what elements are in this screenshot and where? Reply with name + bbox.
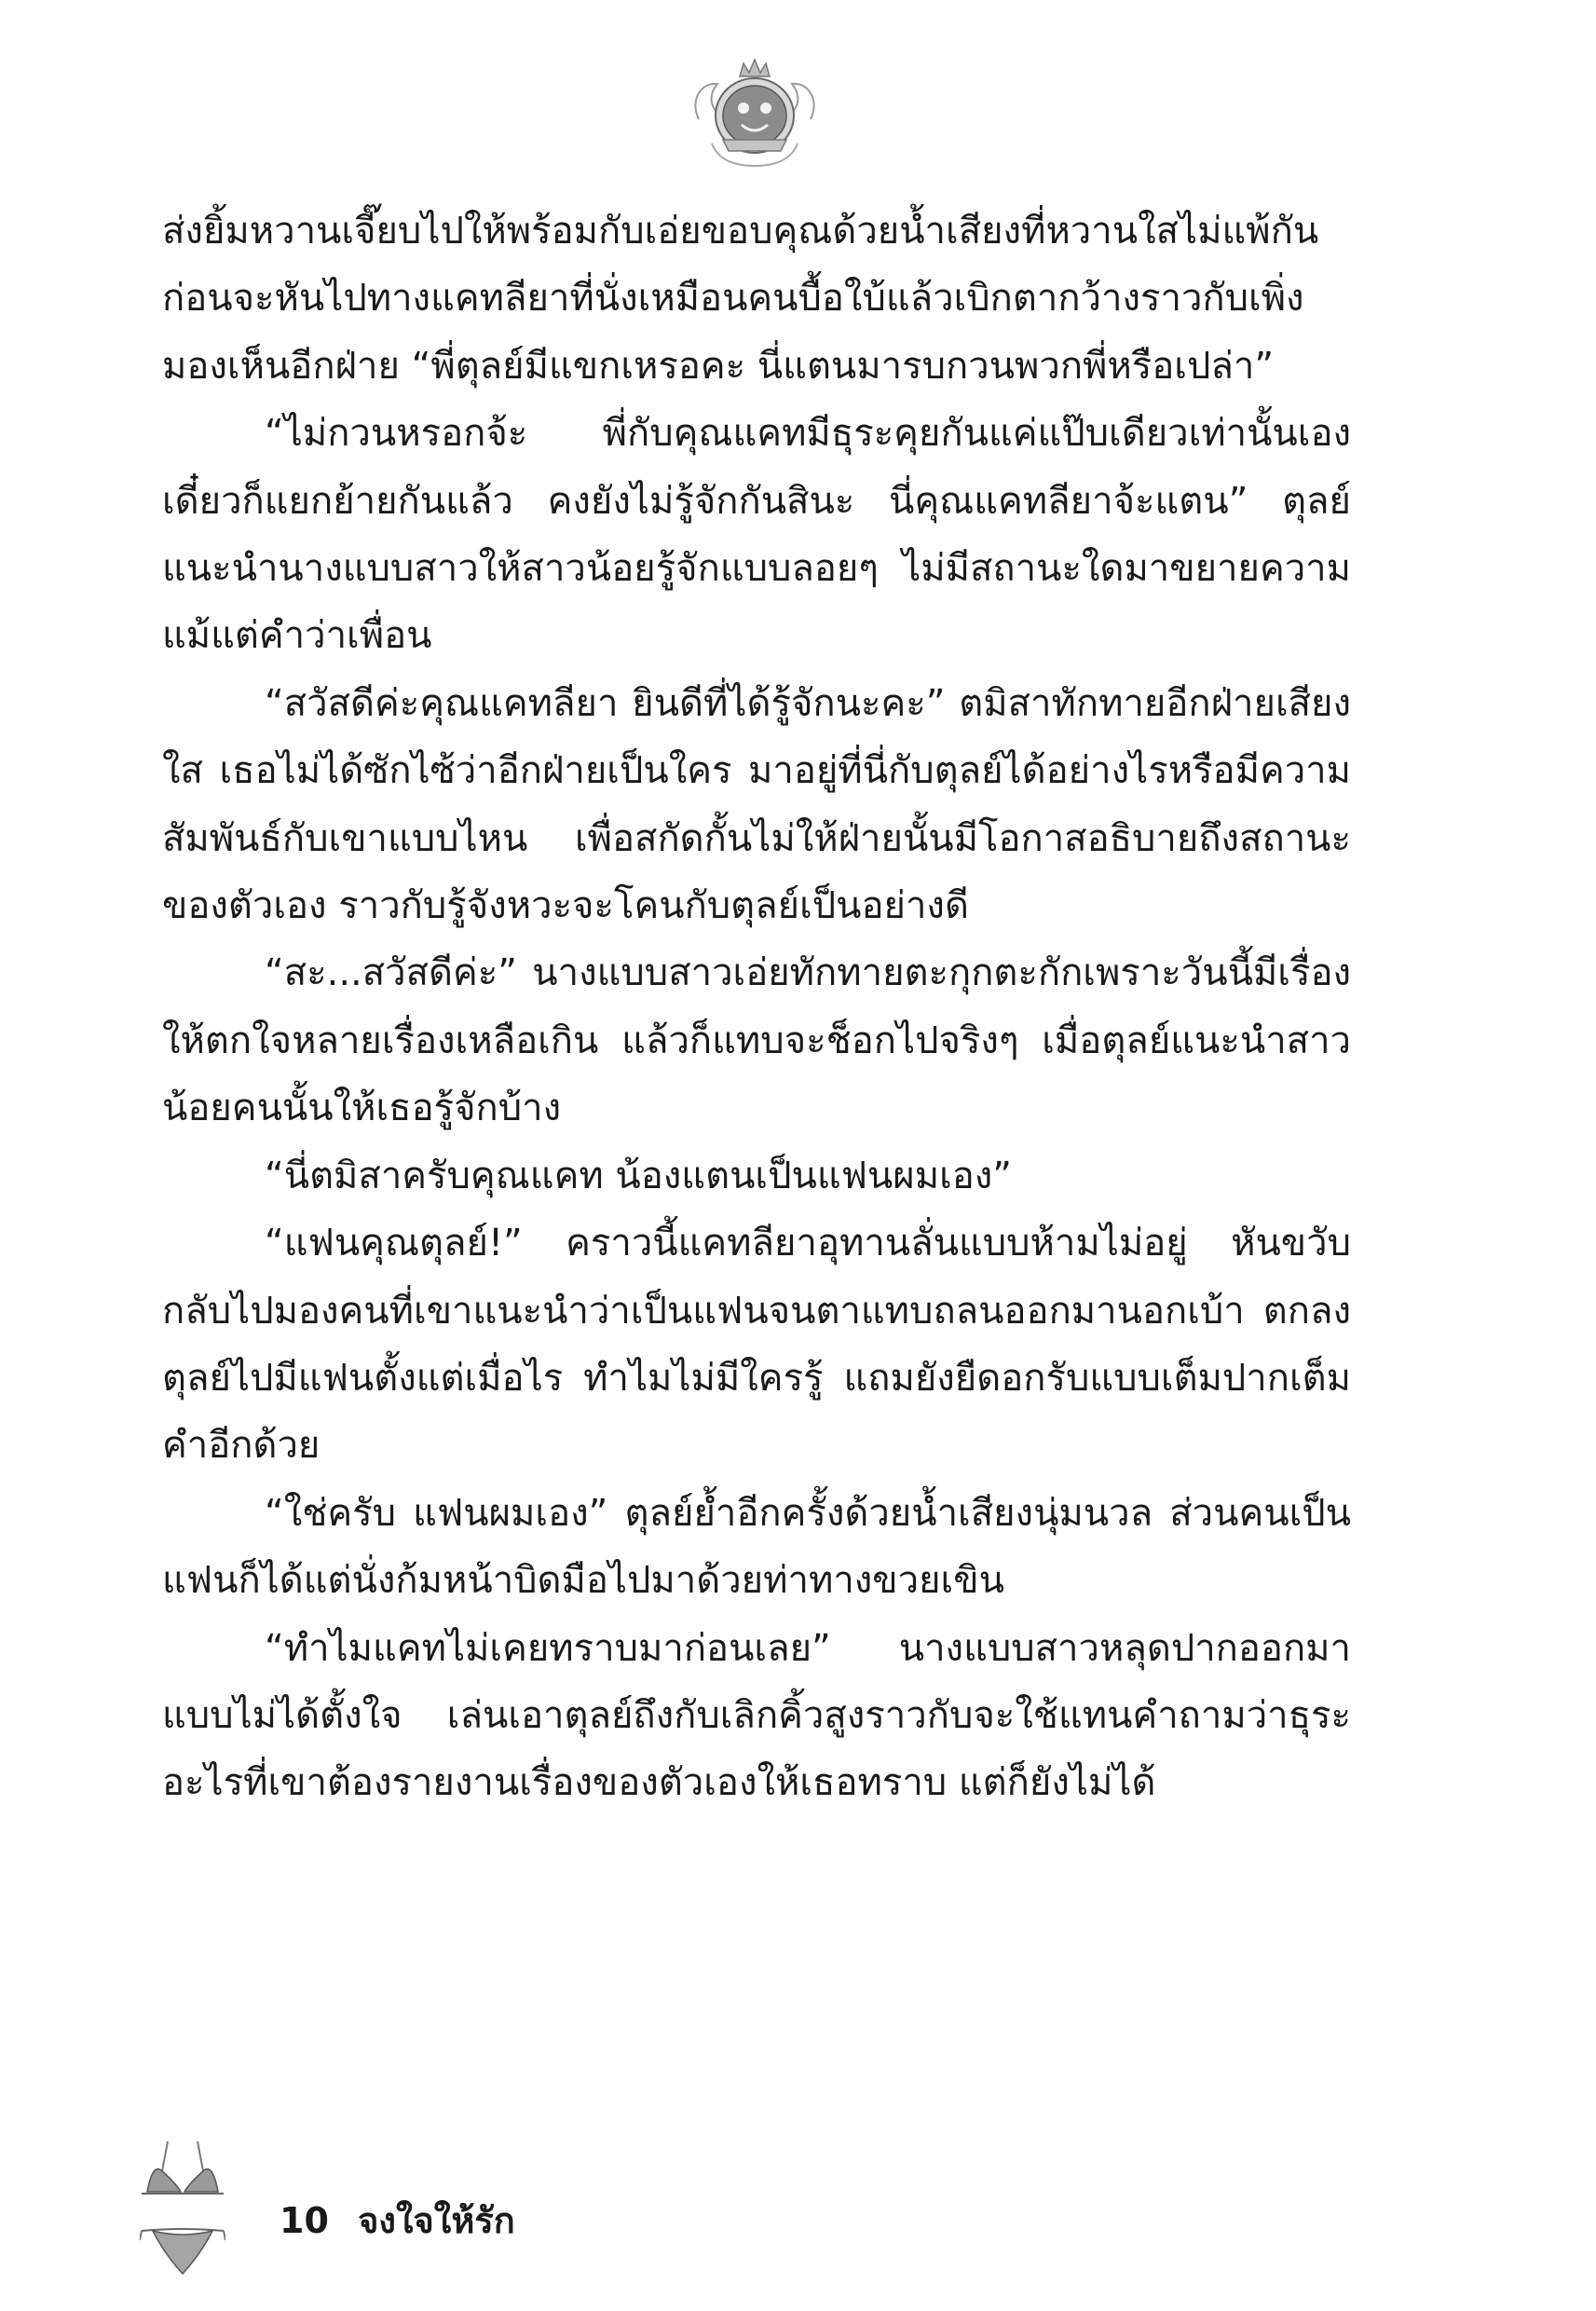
paragraph: “แฟนคุณตุลย์!” คราวนี้แคทลียาอุทานลั่นแบบห้ามไม่อยู่ หันขวับกลับไปมองคนที่เขาแนะนำว่าเป็นแฟนจนตาแทบถลนออกมานอกเบ้า ตกลงตุลย์ไปมีแฟนตั้งแต่เมื่อไร ทำไมไม่มีใครรู้ แถมยังยืดอกรับแบบเต็มปากเต็มคำอีกด้วย [162,1222,1351,1468]
paragraph: “สวัสดีค่ะคุณแคทลียา ยินดีที่ได้รู้จักนะคะ” ตมิสาทักทายอีกฝ่ายเสียงใส เธอไม่ได้ซักไซ้ว่าอีกฝ่ายเป็นใคร มาอยู่ที่นี่กับตุลย์ได้อย่างไรหรือมีความสัมพันธ์กับเขาแบบไหน เพื่อสกัดกั้นไม่ให้ฝ่ายนั้นมีโอกาสอธิบายถึงสถานะของตัวเอง ราวกับรู้จังหวะจะโคนกับตุลย์เป็นอย่างดี [162,681,1351,928]
paragraph: “ไม่กวนหรอกจ้ะ พี่กับคุณแคทมีธุระคุยกันแค่แป๊บเดียวเท่านั้นเอง เดี๋ยวก็แยกย้ายกันแล้ว คงยังไม่รู้จักกันสินะ นี่คุณแคทลียาจ้ะแตน” ตุลย์แนะนำนางแบบสาวให้สาวน้อยรู้จักแบบลอยๆ ไม่มีสถานะใดมาขยายความแม้แต่คำว่าเพื่อน [162,412,1351,658]
paragraph: “ทำไมแคทไม่เคยทราบมาก่อนเลย” นางแบบสาวหลุดปากออกมาแบบไม่ได้ตั้งใจ เล่นเอาตุลย์ถึงกับเลิกคิ้วสูงราวกับจะใช้แทนคำถามว่าธุระอะไรที่เขาต้องรายงานเรื่องของตัวเองให้เธอทราบ แต่ก็ยังไม่ได้ [162,1626,1351,1805]
book-title: จงใจให้รัก [358,2200,515,2241]
body-text [162,198,1351,1817]
page-number: 10 [280,2200,329,2241]
bikini-icon [140,2134,225,2283]
page-footer [280,2192,515,2249]
paragraph: ส่งยิ้มหวานเจี๊ยบไปให้พร้อมกับเอ่ยขอบคุณด้วยน้ำเสียงที่หวานใสไม่แพ้กัน ก่อนจะหันไปทางแคทลียาที่นั่งเหมือนคนบื้อใบ้แล้วเบิกตากว้างราวกับเพิ่งมองเห็นอีกฝ่าย “พี่ตุลย์มีแขกเหรอคะ นี่แตนมารบกวนพวกพี่หรือเปล่า” [162,210,1319,388]
paragraph: “ใช่ครับ แฟนผมเอง” ตุลย์ย้ำอีกครั้งด้วยน้ำเสียงนุ่มนวล ส่วนคนเป็นแฟนก็ได้แต่นั่งก้มหน้าบิดมือไปมาด้วยท่าทางขวยเขิน [162,1491,1351,1603]
paragraph: “สะ...สวัสดีค่ะ” นางแบบสาวเอ่ยทักทายตะกุกตะกักเพราะวันนี้มีเรื่องให้ตกใจหลายเรื่องเหลือเกิน แล้วก็แทบจะช็อกไปจริงๆ เมื่อตุลย์แนะนำสาวน้อยคนนั้นให้เธอรู้จักบ้าง [162,951,1351,1130]
paragraph: “นี่ตมิสาครับคุณแคท น้องแตนเป็นแฟนผมเอง” [265,1154,1013,1197]
publisher-emblem-icon [689,54,820,173]
